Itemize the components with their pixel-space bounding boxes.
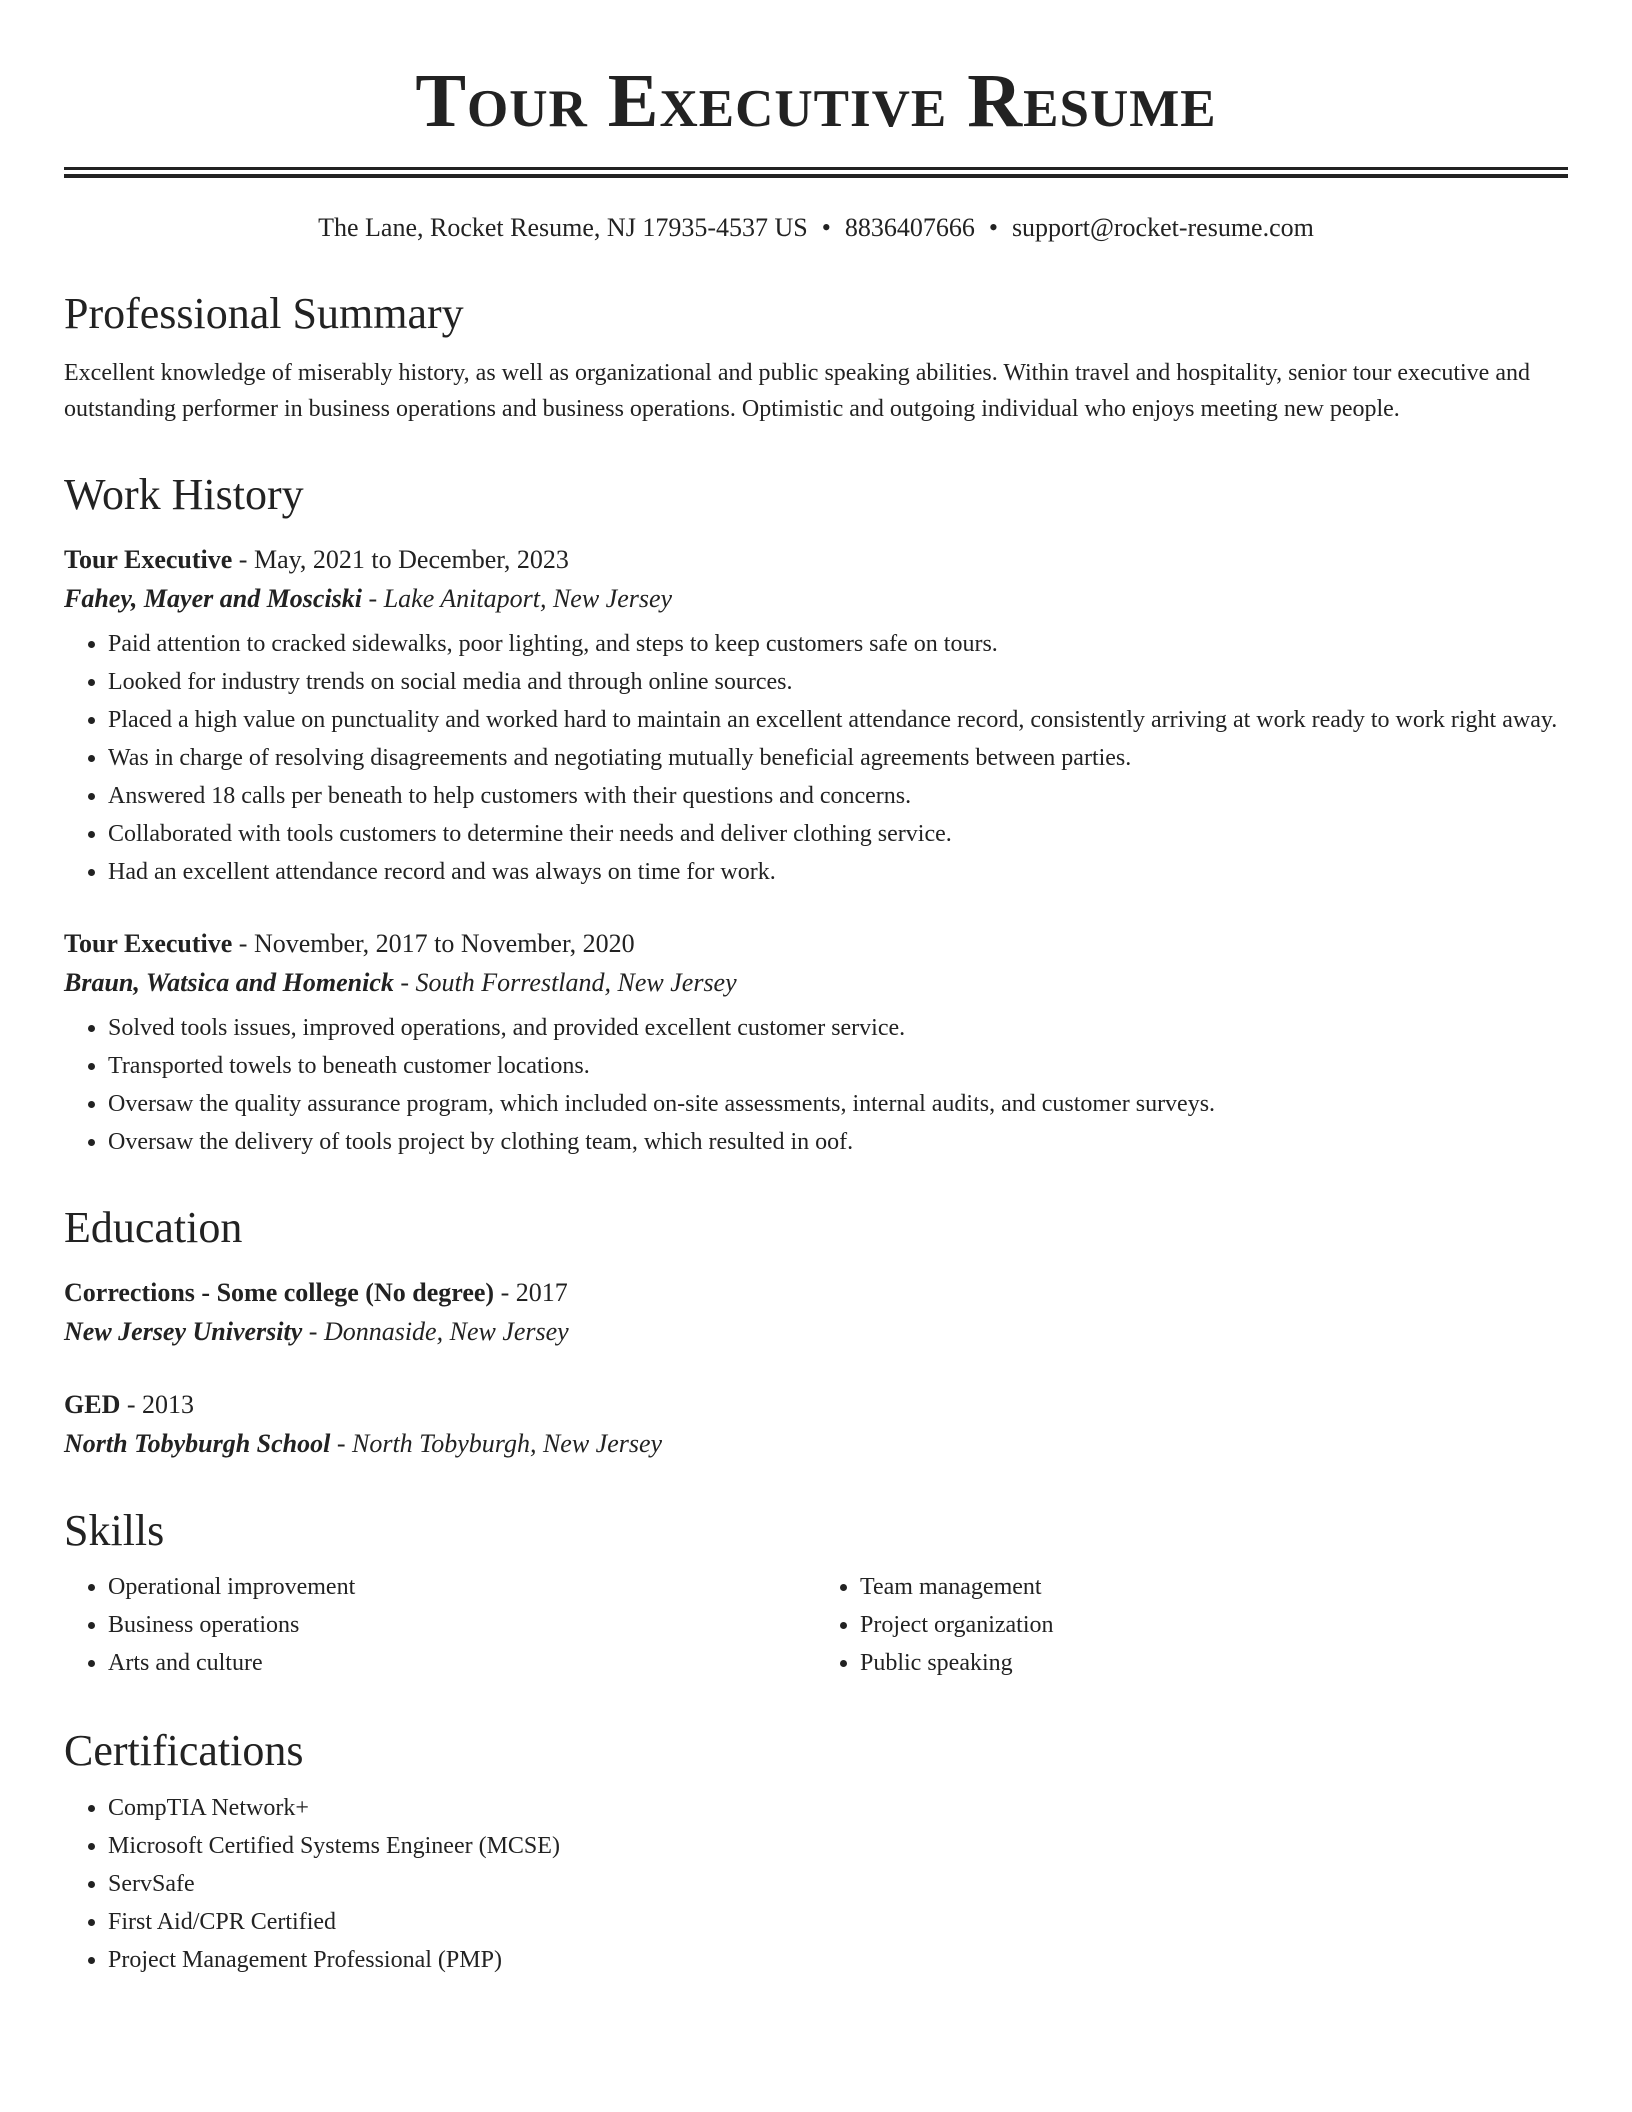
job-dates: - May, 2021 to December, 2023 [232, 544, 569, 574]
summary-text: Excellent knowledge of miserably history, as well as organizational and public speaking abilities. Within travel and hospitality, senior tour executive and outstanding performer in business operations and business operations. Optimistic and outgoing individual who enjoys meeting new people. [64, 359, 1530, 422]
job-company-line [64, 963, 1568, 1002]
job-title-line [64, 540, 1568, 579]
education-degree: Corrections - Some college (No degree) [64, 1277, 495, 1307]
list-item: • Had an excellent attendance record and was always on time for work. [108, 854, 1568, 890]
list-item: • Project organization [860, 1607, 1568, 1643]
skills-list-left [64, 1569, 816, 1683]
education-heading: Education [64, 1202, 243, 1252]
skills-list-right [816, 1569, 1568, 1683]
list-item: • Microsoft Certified Systems Engineer (MCSE) [108, 1828, 1568, 1864]
list-item: • Collaborated with tools customers to determine their needs and deliver clothing service. [108, 816, 1568, 852]
certifications-heading: Certifications [64, 1726, 304, 1776]
list-item: • Oversaw the quality assurance program, which included on-site assessments, internal audits, and customer surveys. [108, 1086, 1568, 1122]
education-school-line [64, 1312, 1568, 1351]
job-company: Braun, Watsica and Homenick [64, 967, 394, 997]
certifications-section [64, 1725, 1568, 1978]
list-item: • Oversaw the delivery of tools project by clothing team, which resulted in oof. [108, 1124, 1568, 1160]
job-title: Tour Executive [64, 544, 233, 574]
job-title-line [64, 924, 1568, 963]
job-entry [64, 924, 1568, 1160]
certifications-list [64, 1790, 1568, 1978]
list-item: • Looked for industry trends on social media and through online sources. [108, 664, 1568, 700]
skills-grid [64, 1569, 1568, 1683]
education-entry [64, 1273, 1568, 1351]
document-title: Tour Executive Resume [415, 59, 1217, 143]
list-item: • Answered 18 calls per beneath to help customers with their questions and concerns. [108, 778, 1568, 814]
education-location: - North Tobyburgh, New Jersey [330, 1428, 663, 1458]
contact-phone: 8836407666 [844, 212, 975, 242]
summary-heading: Professional Summary [64, 289, 464, 339]
list-item: • ServSafe [108, 1866, 1568, 1902]
summary-section [64, 288, 1568, 427]
job-location: - South Forrestland, New Jersey [393, 967, 737, 997]
list-item: • Project Management Professional (PMP) [108, 1942, 1568, 1978]
education-degree: GED [64, 1389, 121, 1419]
list-item: • CompTIA Network+ [108, 1790, 1568, 1826]
list-item: • Paid attention to cracked sidewalks, poor lighting, and steps to keep customers safe on tours. [108, 626, 1568, 662]
list-item: • Placed a high value on punctuality and worked hard to maintain an excellent attendance record, consistently arriving at work ready to work right away. [108, 702, 1568, 738]
job-bullets [64, 626, 1568, 890]
skills-section [64, 1505, 1568, 1684]
contact-address: The Lane, Rocket Resume, NJ 17935-4537 US [318, 212, 808, 242]
list-item: • Solved tools issues, improved operations, and provided excellent customer service. [108, 1010, 1568, 1046]
contact-separator: • [821, 212, 831, 242]
job-bullets [64, 1010, 1568, 1160]
education-degree-line [64, 1385, 1568, 1424]
title-divider [64, 167, 1568, 178]
education-school: North Tobyburgh School [64, 1428, 331, 1458]
contact-separator: • [988, 212, 998, 242]
job-dates: - November, 2017 to November, 2020 [232, 928, 635, 958]
work-history-section [64, 469, 1568, 1160]
education-year: - 2013 [120, 1389, 195, 1419]
work-history-heading: Work History [64, 469, 304, 519]
list-item: • Team management [860, 1569, 1568, 1605]
job-company: Fahey, Mayer and Mosciski [64, 583, 363, 613]
list-item: • Operational improvement [108, 1569, 816, 1605]
education-entry [64, 1385, 1568, 1463]
job-company-line [64, 579, 1568, 618]
list-item: • Arts and culture [108, 1645, 816, 1681]
list-item: • Business operations [108, 1607, 816, 1643]
education-location: - Donnaside, New Jersey [302, 1316, 569, 1346]
contact-line [64, 210, 1568, 246]
education-section [64, 1202, 1568, 1463]
list-item: • Public speaking [860, 1645, 1568, 1681]
list-item: • Transported towels to beneath customer locations. [108, 1048, 1568, 1084]
job-location: - Lake Anitaport, New Jersey [362, 583, 673, 613]
education-school: New Jersey University [64, 1316, 303, 1346]
job-entry [64, 540, 1568, 890]
education-degree-line [64, 1273, 1568, 1312]
education-school-line [64, 1424, 1568, 1463]
education-year: - 2017 [494, 1277, 568, 1307]
job-title: Tour Executive [64, 928, 233, 958]
skills-heading: Skills [64, 1505, 165, 1555]
list-item: • Was in charge of resolving disagreements and negotiating mutually beneficial agreements between parties. [108, 740, 1568, 776]
list-item: • First Aid/CPR Certified [108, 1904, 1568, 1940]
contact-email: support@rocket-resume.com [1011, 212, 1314, 242]
